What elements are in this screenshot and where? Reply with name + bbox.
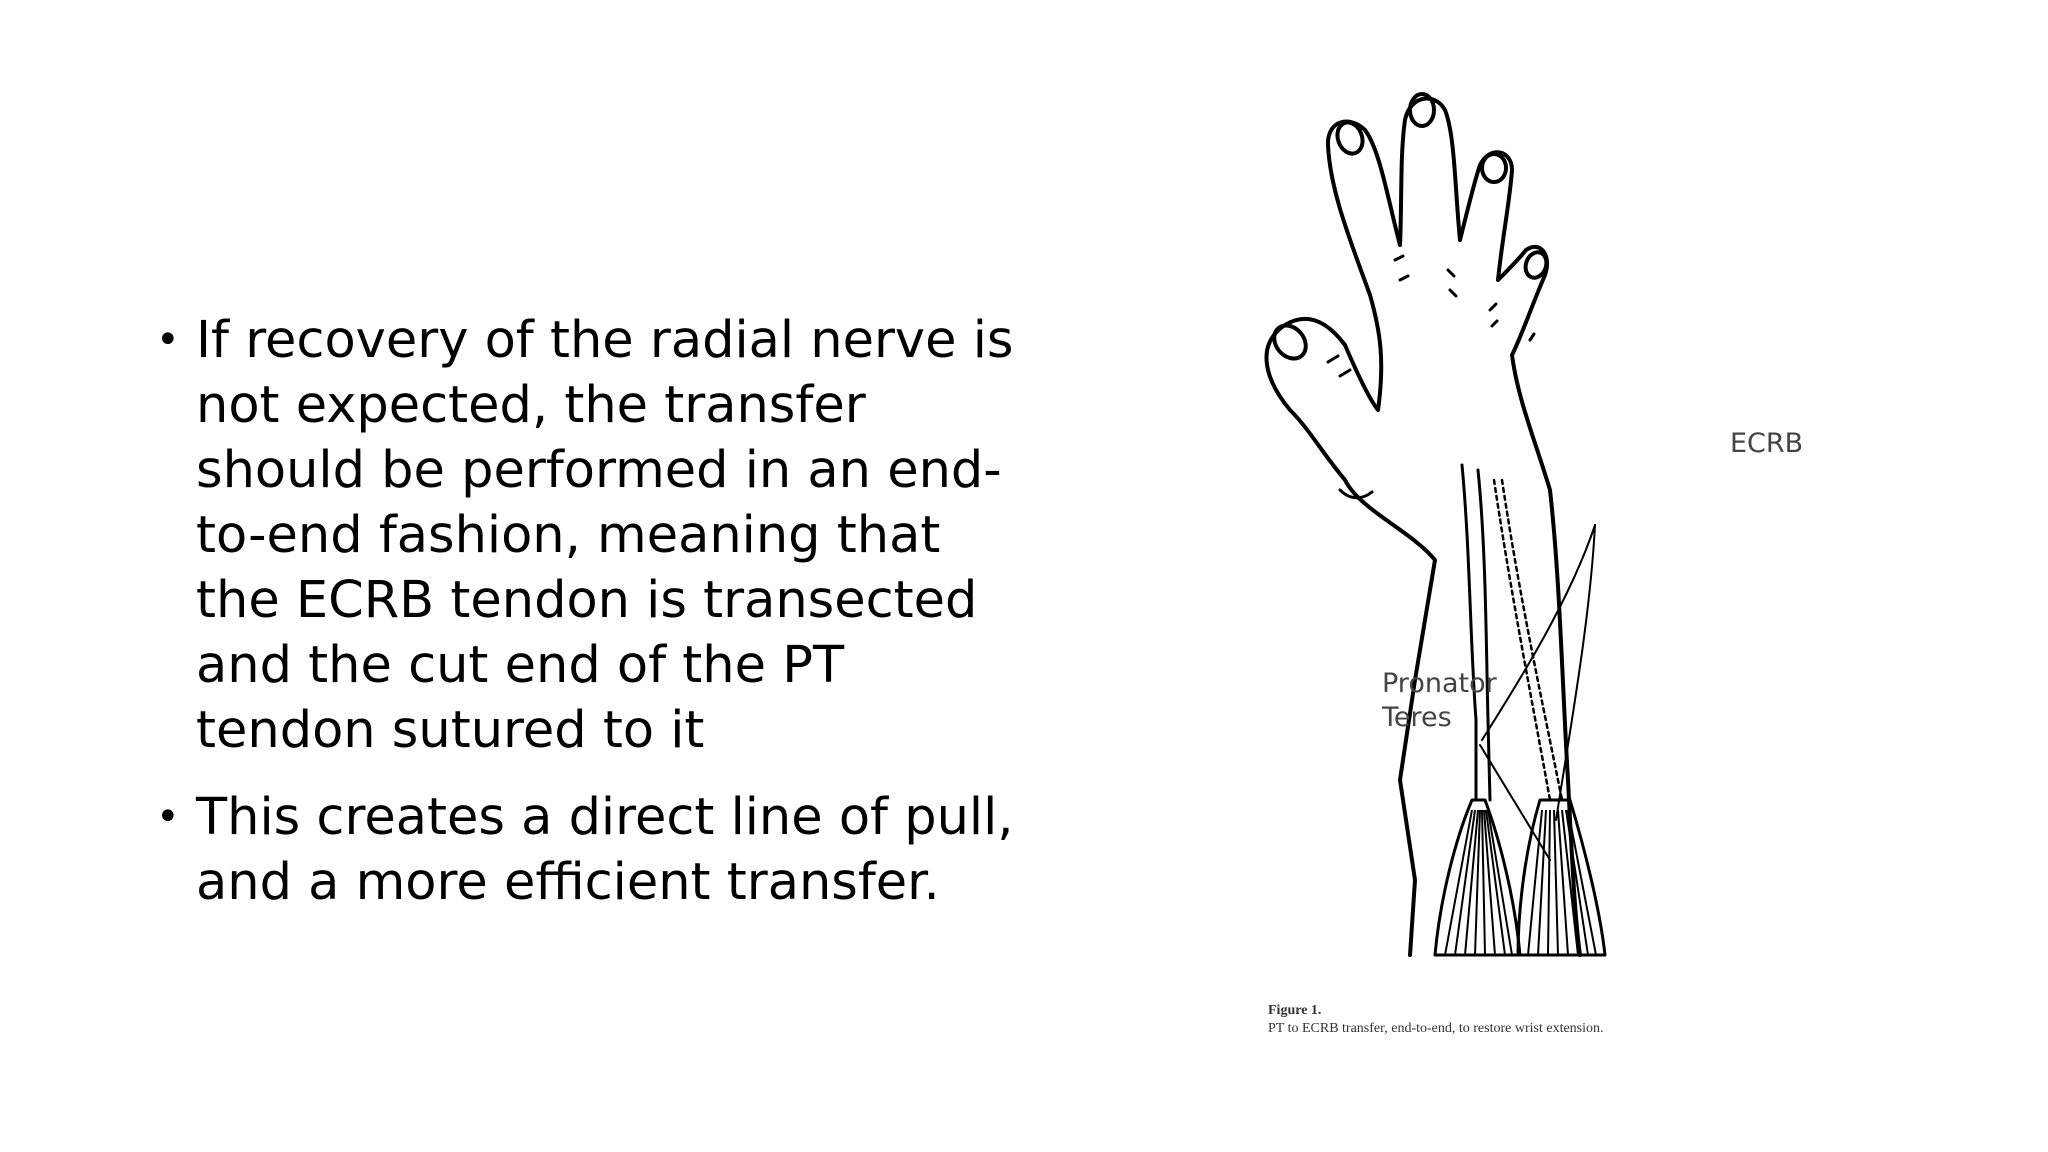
ecrb-label: ECRB (1730, 428, 1804, 459)
bullet-text: This creates a direct line of pull, and a more efficient transfer. (196, 788, 1014, 912)
bullet-dot-icon: • (156, 794, 180, 840)
bullet-item (150, 785, 1030, 915)
figure-caption (1268, 1002, 1604, 1038)
hand-illustration (1250, 80, 1850, 1060)
figure-caption-text: PT to ECRB transfer, end-to-end, to restore wrist extension. (1268, 1021, 1604, 1036)
bullet-list (150, 308, 1030, 937)
pronator-teres-label-line1: Pronator (1382, 668, 1497, 699)
bullet-text: If recovery of the radial nerve is not expected, the transfer should be performed in an end-to-end fashion, meaning that the ECRB tendon is transected and the cut end of the PT tendon sutured to it (196, 311, 1014, 760)
bullet-item (150, 308, 1030, 763)
bullet-dot-icon: • (156, 317, 180, 363)
hand-drawing (1250, 80, 1850, 1060)
figure-caption-title: Figure 1. (1268, 1003, 1322, 1018)
pronator-teres-label-line2: Teres (1382, 702, 1452, 733)
